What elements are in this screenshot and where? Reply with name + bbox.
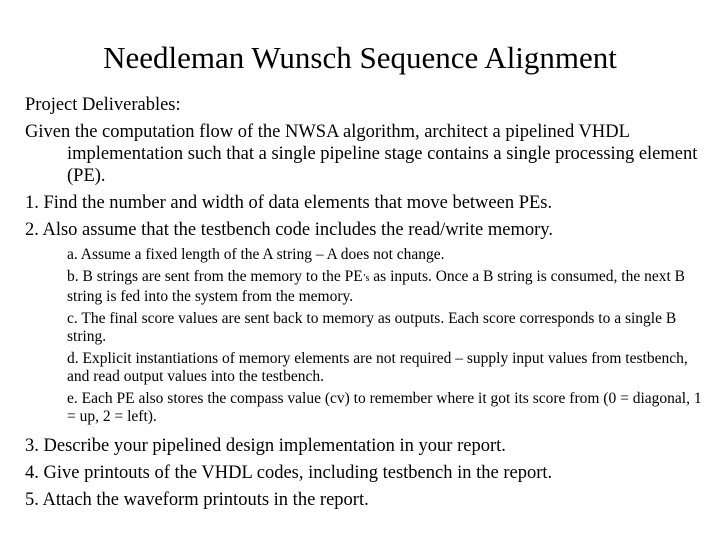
slide-title: Needleman Wunsch Sequence Alignment [103,40,617,75]
subitem-a: a. Assume a fixed length of the A string – A does not change. [67,246,445,263]
deliverable-item-5: 5. Attach the waveform printouts in the report. [25,490,369,510]
subitem-e: e. Each PE also stores the compass value (cv) to remember where it got its score from (0 = diagonal, 1 = up, 2 = left). [67,390,702,425]
deliverable-item-1: 1. Find the number and width of data elements that move between PEs. [25,193,553,213]
deliverable-item-2: 2. Also assume that the testbench code includes the read/write memory. [25,220,553,240]
subitem-b-possessive: ’s [362,273,370,284]
deliverable-item-3: 3. Describe your pipelined design implementation in your report. [25,436,506,456]
deliverables-intro: Given the computation flow of the NWSA algorithm, architect a pipelined VHDL implementation such that a single pipeline stage contains a single processing element (PE). [25,122,698,186]
subitem-d: d. Explicit instantiations of memory elements are not required – supply input values from testbench, and read output values into the testbench. [67,350,688,385]
deliverables-heading: Project Deliverables: [25,95,181,115]
deliverable-item-4: 4. Give printouts of the VHDL codes, including testbench in the report. [25,463,553,483]
subitem-b-text-end: as inputs. Once a B string is consumed, the next B string is fed into the system from the memory. [67,268,685,305]
subitem-c: c. The final score values are sent back to memory as outputs. Each score corresponds to a single B string. [67,310,677,345]
slide-body [25,94,705,516]
subitem-b-text-start: b. B strings are sent from the memory to the PE [67,268,363,285]
subitem-b [67,268,705,306]
